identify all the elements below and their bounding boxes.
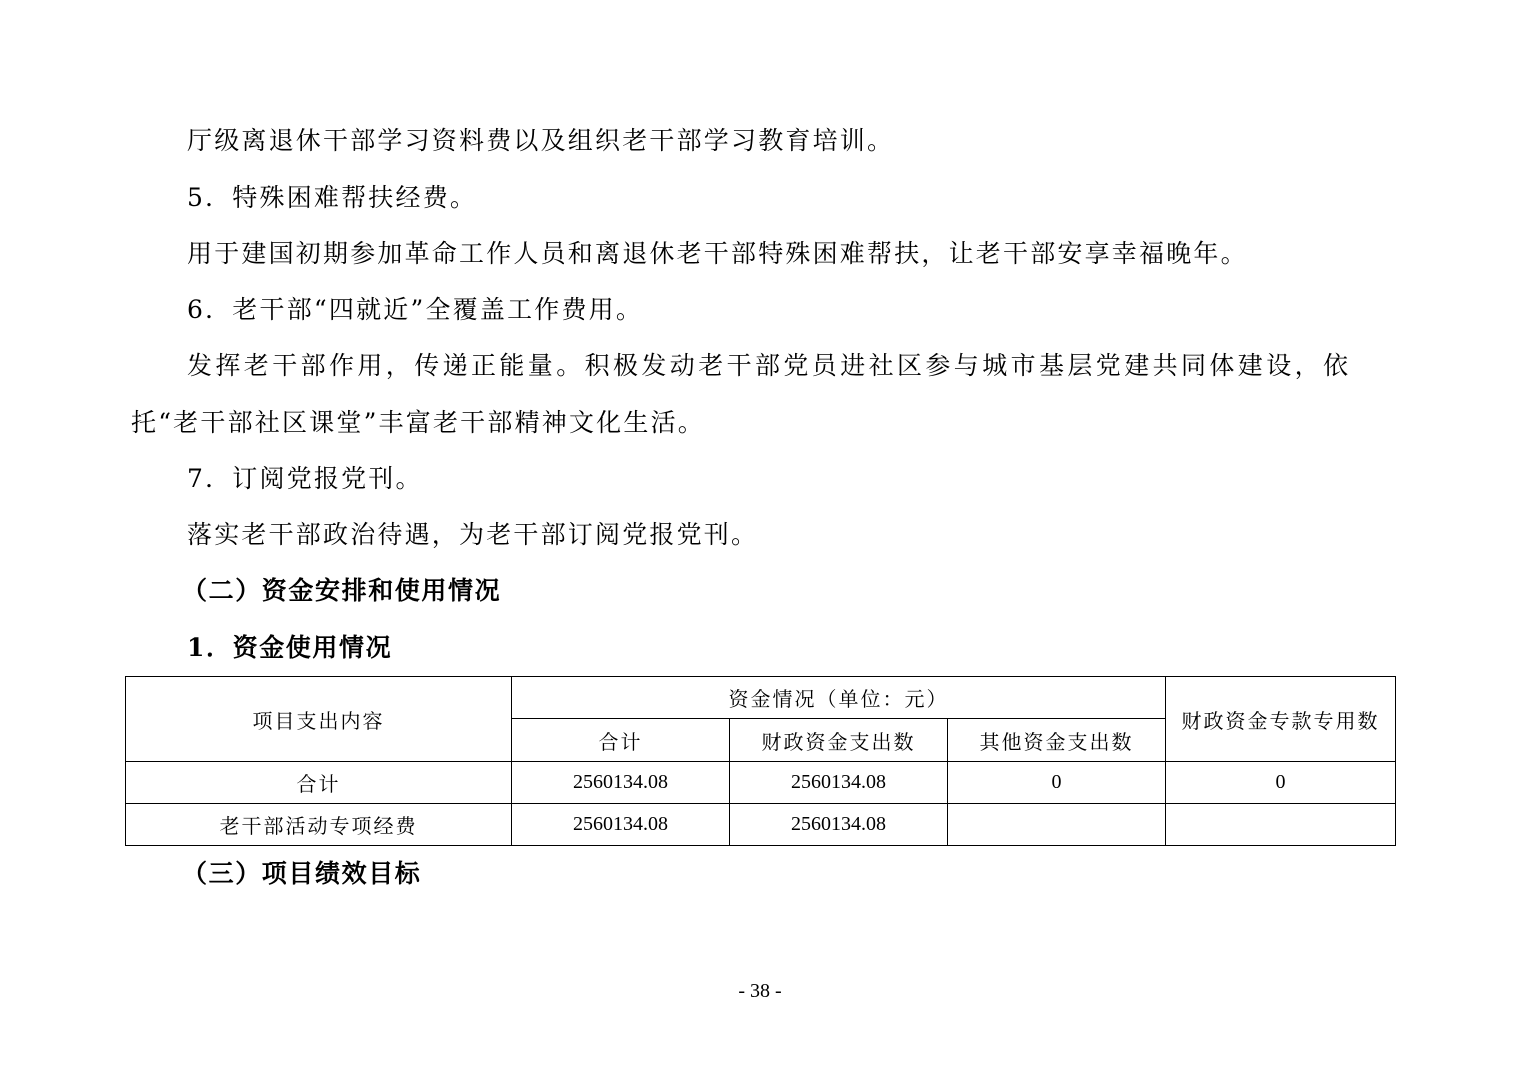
subheading-fund-usage: 1．资金使用情况 — [187, 633, 393, 662]
header-total: 合计 — [512, 719, 730, 762]
header-special-fund: 财政资金专款专用数 — [1166, 677, 1396, 762]
header-fiscal: 财政资金支出数 — [730, 719, 948, 762]
row-special: 0 — [1166, 762, 1396, 804]
row-other — [948, 804, 1166, 846]
table-row — [126, 762, 1396, 804]
table-header-row — [126, 677, 1396, 719]
paragraph-community-line2: 托“老干部社区课堂”丰富老干部精神文化生活。 — [131, 408, 705, 437]
item-heading-6: 6．老干部“四就近”全覆盖工作费用。 — [187, 295, 644, 324]
page-number: - 38 - — [738, 980, 782, 1002]
paragraph-study-materials: 厅级离退休干部学习资料费以及组织老干部学习教育培训。 — [187, 126, 895, 155]
table-row — [126, 804, 1396, 846]
paragraph-community-line1: 发挥老干部作用，传递正能量。积极发动老干部党员进社区参与城市基层党建共同体建设，依 — [187, 351, 1352, 380]
header-funds-group: 资金情况（单位：元） — [512, 677, 1166, 719]
paragraph-hardship-aid: 用于建国初期参加革命工作人员和离退休老干部特殊困难帮扶，让老干部安享幸福晚年。 — [187, 239, 1248, 268]
section-heading-funding: （二）资金安排和使用情况 — [182, 576, 502, 605]
row-item: 合计 — [126, 762, 512, 804]
row-total: 2560134.08 — [512, 804, 730, 846]
row-special — [1166, 804, 1396, 846]
row-fiscal: 2560134.08 — [730, 804, 948, 846]
row-other: 0 — [948, 762, 1166, 804]
header-item: 项目支出内容 — [126, 677, 512, 762]
row-total: 2560134.08 — [512, 762, 730, 804]
header-other: 其他资金支出数 — [948, 719, 1166, 762]
paragraph-newspaper-subscription: 落实老干部政治待遇，为老干部订阅党报党刊。 — [187, 520, 759, 549]
item-heading-7: 7．订阅党报党刊。 — [187, 464, 423, 493]
row-item: 老干部活动专项经费 — [126, 804, 512, 846]
row-fiscal: 2560134.08 — [730, 762, 948, 804]
section-heading-performance: （三）项目绩效目标 — [182, 859, 422, 888]
item-heading-5: 5．特殊困难帮扶经费。 — [187, 183, 478, 212]
fund-usage-table — [125, 676, 1396, 846]
